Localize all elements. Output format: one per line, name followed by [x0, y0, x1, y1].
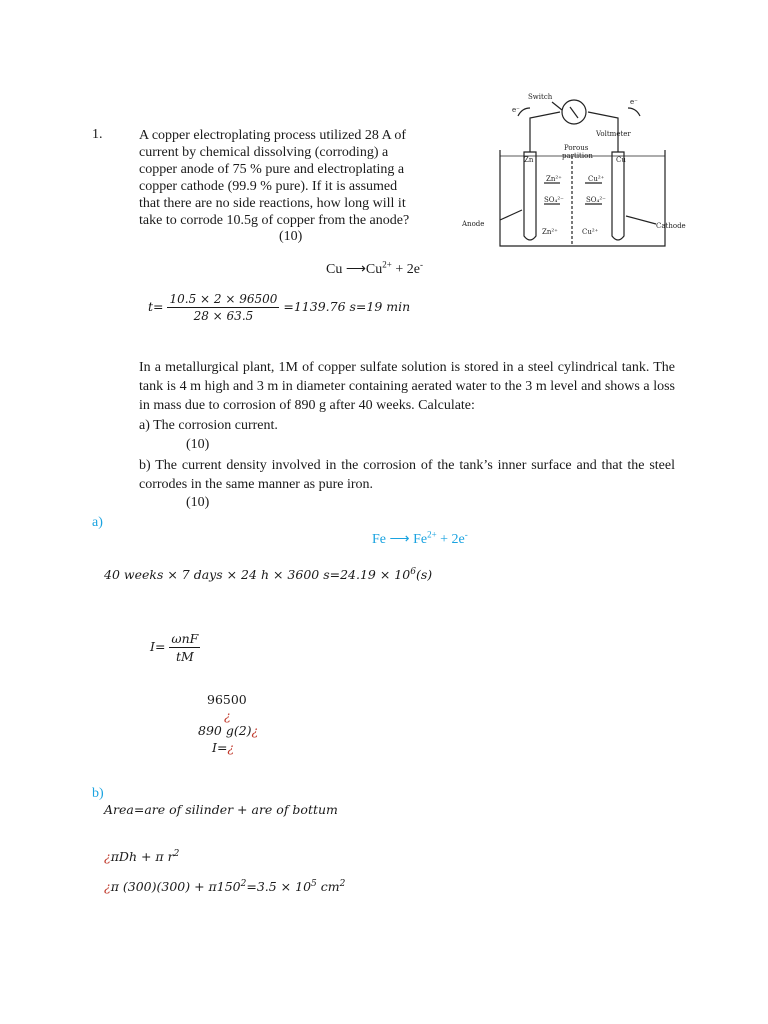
area-formula: ¿πDh + π $r^2$ — [104, 848, 180, 864]
cathode-label: Cathode — [656, 222, 686, 230]
so4-right-label: SO₄²⁻ — [586, 196, 606, 204]
q1-line: copper cathode (99.9 % pure). If it is assumed — [139, 179, 398, 194]
area-calculation: ¿π $(300)(300) + \pi 150^2=3.5 \times 10^5$ $cm^2$ — [104, 878, 346, 894]
electron-right-label: e⁻ — [630, 98, 638, 106]
time-conversion: 40 weeks × 7 days × 24 h × 3600 $s=24.19 \times 10^6(s)$ — [104, 566, 433, 582]
cu-electrode-label: Cu — [616, 156, 626, 164]
calc-line-faraday: 96500 — [207, 692, 247, 707]
porous-label: Porous — [564, 144, 589, 152]
zn-ion-bottom-label: Zn²⁺ — [542, 228, 558, 236]
cu-ion-bottom-label: Cu²⁺ — [582, 228, 599, 236]
q1-time-equation: t= $\frac{10.5 \times 2 \times 96500}{28 \times 63.5}$ =1139.76 s=19 min — [148, 292, 411, 323]
question-2-text: In a metallurgical plant, 1M of copper sulfate solution is stored in a steel cylindrical tank. The tank is 4 m high and 3 m in diameter containing aerated water to the 3 m level and shows a loss in mass due to corrosion of 890 g after 40 weeks. Calculate: — [139, 360, 675, 413]
copper-electrode — [612, 152, 624, 240]
q1-line: take to corrode 10.5g of copper from the anode? — [139, 213, 410, 228]
q2-part-a-marks: (10) — [186, 437, 210, 452]
calc-line-current: I=¿ — [212, 740, 235, 755]
zinc-electrode — [524, 152, 536, 240]
question-1-text — [139, 127, 409, 229]
q2-part-b-marks: (10) — [186, 495, 210, 510]
cu-ion-label: Cu²⁺ — [588, 175, 605, 183]
switch-label: Switch — [528, 93, 553, 101]
calc-line-marker: ¿ — [224, 708, 231, 723]
galvanic-cell-diagram — [460, 88, 690, 258]
fe-reaction: Fe ⟶ $Fe^{2+} + 2e^-$ — [372, 529, 468, 547]
left-wire — [530, 112, 560, 152]
fraction: $\frac{10.5 \times 2 \times 96500}{28 \times 63.5}$ — [169, 292, 278, 323]
calc-line-mass: 890 g(2)¿ — [198, 723, 259, 738]
q1-line: current by chemical dissolving (corroding) a — [139, 145, 389, 160]
q2-part-b: b) The current density involved in the corrosion of the tank’s inner surface and that the steel corrodes in the same manner as pure iron. — [139, 458, 675, 492]
zn-electrode-label: Zn — [524, 156, 534, 164]
solution-b-label: b) — [92, 786, 104, 801]
voltmeter-label: Voltmeter — [596, 130, 631, 138]
partition-label: partition — [562, 152, 593, 160]
q1-line: copper anode of 75 % pure and electroplating a — [139, 162, 405, 177]
anode-label: Anode — [462, 220, 485, 228]
q1-line: A copper electroplating process utilized 28 A of — [139, 128, 407, 143]
current-formula: I= $\frac{\text{ωnF}}{tM}$ — [150, 631, 199, 664]
zn-ion-label: Zn²⁺ — [546, 175, 562, 183]
electron-left-label: e⁻ — [512, 106, 520, 114]
area-equation: Area=are of silinder + are of bottum — [104, 802, 338, 817]
fraction: $\frac{\text{ωnF}}{tM}$ — [171, 631, 199, 664]
q2-part-a: a) The corrosion current. — [139, 418, 278, 433]
q1-line: that there are no side reactions, how long will it — [139, 196, 406, 211]
so4-left-label: SO₄²⁻ — [544, 196, 564, 204]
q1-marks: (10) — [279, 229, 303, 244]
question-number: 1. — [92, 127, 103, 142]
q1-reaction: Cu $⟶Cu^{2+} + 2e^-$ — [326, 259, 423, 277]
cell-diagram-svg — [460, 88, 690, 258]
solution-a-label: a) — [92, 515, 103, 530]
